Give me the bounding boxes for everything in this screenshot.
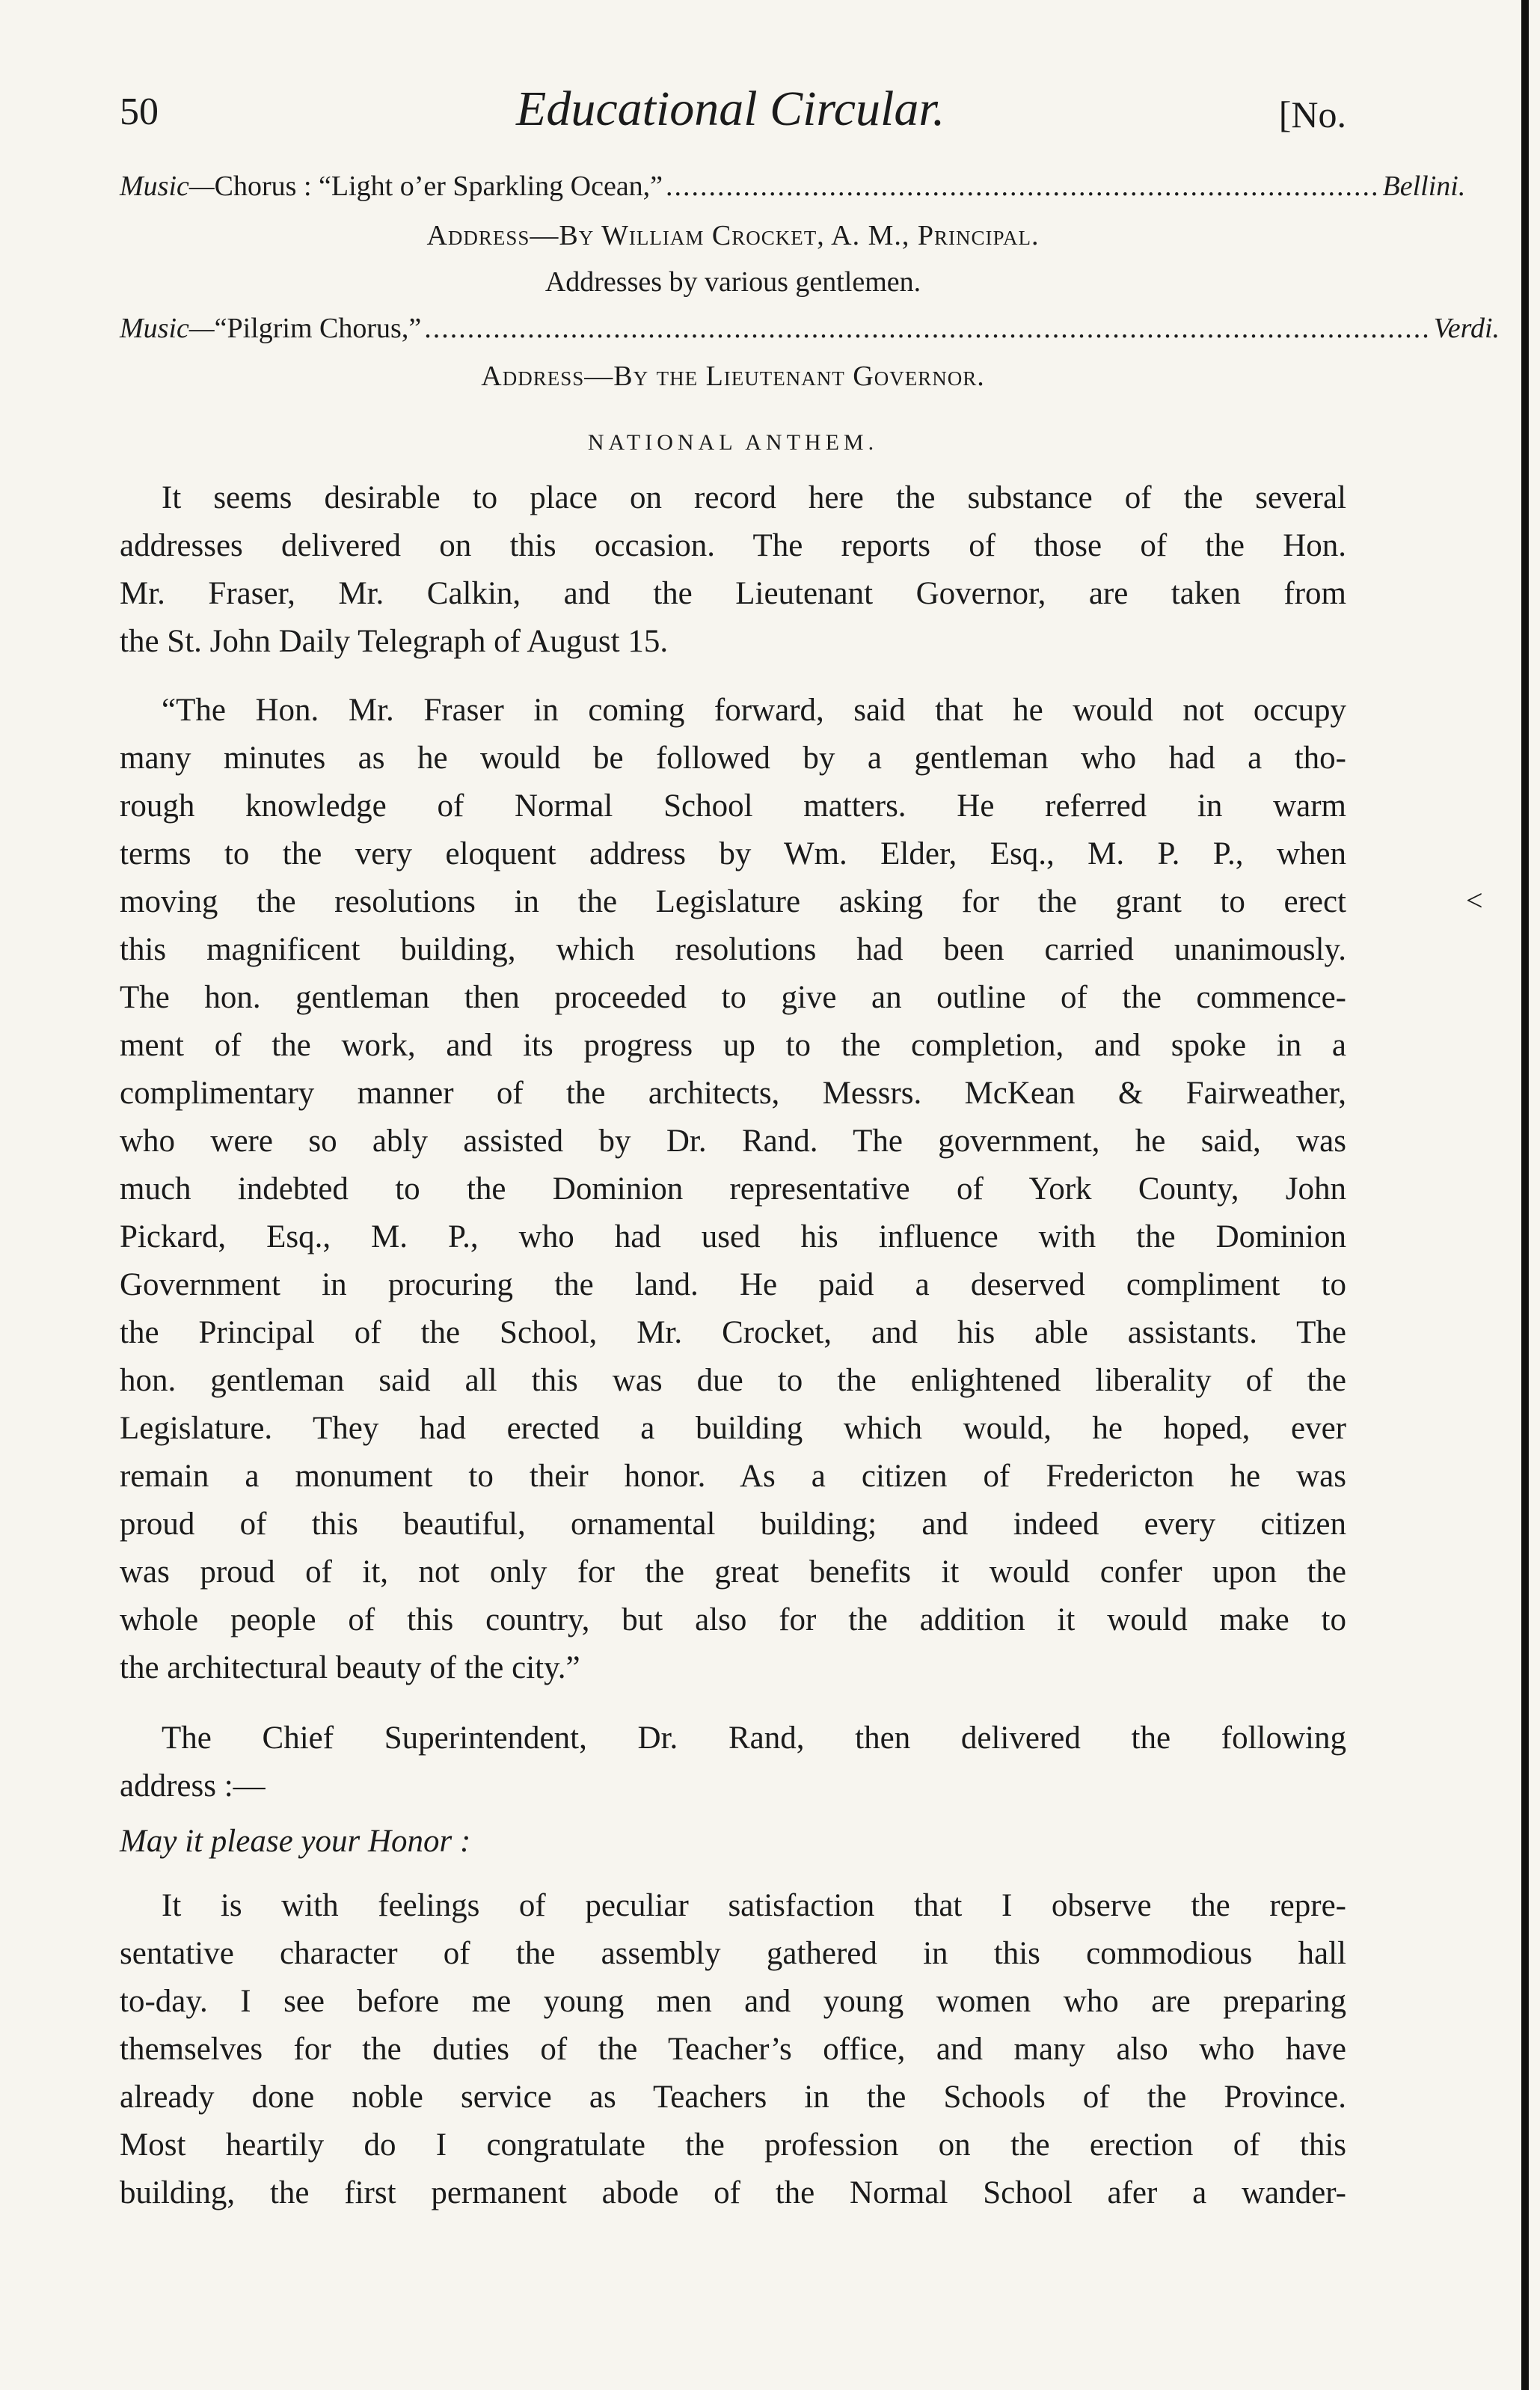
text-line: whole people of this country, but also for the addition it would make to: [120, 1602, 1346, 1637]
page-header: [120, 75, 1346, 142]
text-line: Legislature. They had erected a building which would, he hoped, ever: [120, 1411, 1346, 1446]
text-line: sentative character of the assembly gathered in this commodious hall: [120, 1936, 1346, 1971]
text-line: complimentary manner of the architects, Messrs. McKean & Fairweather,: [120, 1076, 1346, 1111]
text-line: many minutes as he would be followed by a gentleman who had a tho-: [120, 741, 1346, 776]
text-line: address :—: [120, 1768, 266, 1804]
text-line: who were so ably assisted by Dr. Rand. The government, he said, was: [120, 1124, 1346, 1159]
program-item-address-governor: Address—By the Lieutenant Governor.: [481, 361, 985, 392]
text-line: hon. gentleman said all this was due to the enlightened liberality of the: [120, 1363, 1346, 1398]
composer: Bellini.: [1382, 171, 1466, 202]
running-title: Educational Circular.: [516, 82, 945, 136]
text-line: Pickard, Esq., M. P., who had used his influence with the Dominion: [120, 1219, 1346, 1254]
program-item-address-principal: Address—By William Crocket, A. M., Principal.: [426, 220, 1040, 251]
text-line: addresses delivered on this occasion. The reports of those of the Hon.: [120, 528, 1346, 563]
text-line: already done noble service as Teachers in the Schools of the Province.: [120, 2080, 1346, 2115]
text-line: themselves for the duties of the Teacher’s office, and many also who have: [120, 2032, 1346, 2067]
text-line: The Chief Superintendent, Dr. Rand, then delivered the following: [162, 1721, 1346, 1756]
program-item-addresses: Addresses by various gentlemen.: [544, 266, 921, 298]
text-line: the Principal of the School, Mr. Crocket, and his able assistants. The: [120, 1315, 1346, 1350]
salutation: May it please your Honor :: [120, 1824, 471, 1859]
text-line: the St. John Daily Telegraph of August 15.: [120, 624, 669, 659]
binding-edge: [1521, 0, 1529, 2390]
text-line: Government in procuring the land. He paid a deserved compliment to: [120, 1267, 1346, 1302]
leader-dots: .....................................................................................................................: [424, 313, 1431, 344]
text-line: “The Hon. Mr. Fraser in coming forward, said that he would not occupy: [162, 693, 1346, 728]
text-line: this magnificent building, which resolutions had been carried unanimously.: [120, 932, 1346, 967]
text-line: Most heartily do I congratulate the profession on the erection of this: [120, 2127, 1346, 2163]
text-line: ment of the work, and its progress up to the completion, and spoke in a: [120, 1028, 1346, 1063]
issue-number-label: [No.: [1278, 94, 1346, 135]
text-line: was proud of it, not only for the great benefits it would confer upon the: [120, 1554, 1346, 1590]
text-line: rough knowledge of Normal School matters. He referred in warm: [120, 788, 1346, 824]
text-line: Mr. Fraser, Mr. Calkin, and the Lieutenant Governor, are taken from: [120, 576, 1346, 611]
program-item-music-1: Music— Chorus : “Light o’er Sparkling Ocean,” ................................................................................... Bellini.: [120, 171, 1466, 202]
text-line: It seems desirable to place on record here the substance of the several: [162, 480, 1346, 515]
text-line: to-day. I see before me young men and young women who are preparing: [120, 1984, 1346, 2019]
page-number: 50: [120, 91, 159, 133]
program-item-anthem: NATIONAL ANTHEM.: [587, 430, 879, 455]
text-line: It is with feelings of peculiar satisfaction that I observe the repre-: [162, 1888, 1346, 1923]
text-line: much indebted to the Dominion representative of York County, John: [120, 1171, 1346, 1207]
text-line: the architectural beauty of the city.”: [120, 1650, 580, 1685]
composer: Verdi.: [1433, 313, 1500, 344]
text-line: terms to the very eloquent address by Wm. Elder, Esq., M. P. P., when: [120, 836, 1346, 871]
program-item-music-2: Music— “Pilgrim Chorus,” ..................................................................................................................... Verdi.: [120, 313, 1500, 344]
text-line: The hon. gentleman then proceeded to give an outline of the commence-: [120, 980, 1346, 1015]
text-line: remain a monument to their honor. As a citizen of Fredericton he was: [120, 1459, 1346, 1494]
text-line: building, the first permanent abode of the Normal School afer a wander-: [120, 2175, 1346, 2210]
margin-mark: <: [1466, 883, 1483, 917]
leader-dots: ...................................................................................: [666, 171, 1380, 202]
text-line: moving the resolutions in the Legislature asking for the grant to erect: [120, 884, 1346, 919]
text-line: proud of this beautiful, ornamental building; and indeed every citizen: [120, 1507, 1346, 1542]
